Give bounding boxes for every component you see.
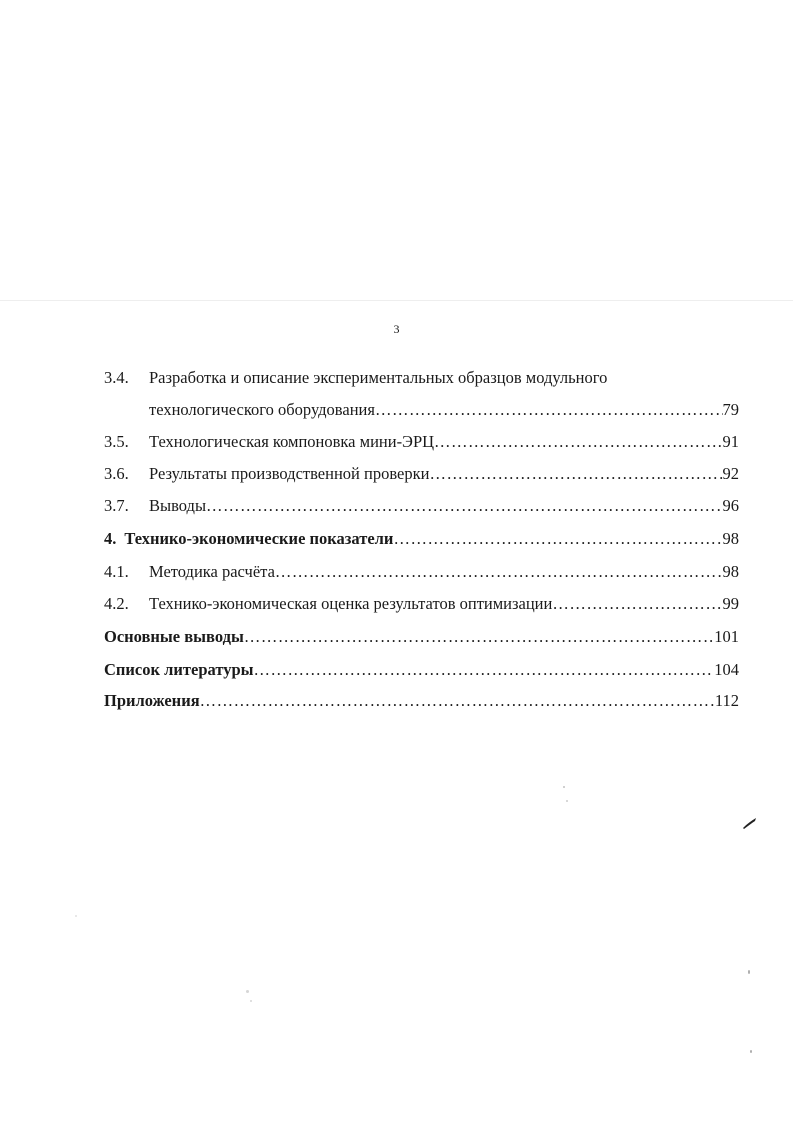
- toc-entry-appendices[interactable]: [104, 689, 739, 713]
- scan-speck: [75, 915, 77, 917]
- toc-entry-4-2[interactable]: [104, 592, 739, 616]
- dot-leader: [200, 689, 715, 713]
- toc-entry-page: 104: [714, 660, 739, 679]
- toc-entry-page: 98: [722, 529, 739, 548]
- toc-entry-number: 3.7.: [104, 496, 129, 515]
- scan-edge-line: [0, 300, 793, 301]
- scan-speck: [250, 1000, 252, 1002]
- dot-leader: [375, 398, 723, 422]
- toc-entry-title: Технологическая компоновка мини-ЭРЦ: [149, 432, 435, 451]
- dot-leader: [254, 658, 715, 682]
- toc-entry-page: 79: [722, 400, 739, 419]
- page-number: 3: [393, 322, 400, 336]
- dot-leader: [552, 592, 722, 616]
- toc-entry-3-6[interactable]: [104, 462, 739, 486]
- toc-entry-title: Выводы: [149, 496, 207, 515]
- dot-leader: [275, 560, 723, 584]
- toc-entry-page: 91: [722, 432, 739, 451]
- scan-speck: [563, 786, 565, 788]
- toc-entry-title: Основные выводы: [104, 627, 244, 646]
- toc-entry-page: 96: [722, 496, 739, 515]
- toc-entry-title: Технико-экономические показатели: [124, 529, 394, 548]
- toc-entry-title: технологического оборудования: [149, 400, 375, 419]
- toc-entry-number: 4.1.: [104, 562, 129, 581]
- toc-entry-title: Приложения: [104, 691, 200, 710]
- toc-entry-4[interactable]: [104, 527, 739, 551]
- toc-entry-page: 99: [722, 594, 739, 613]
- scan-speck: [750, 1050, 752, 1053]
- scan-speck: [566, 800, 568, 802]
- toc-entry-3-5[interactable]: [104, 430, 739, 454]
- scan-mark-icon: [742, 816, 758, 830]
- dot-leader: [434, 430, 722, 454]
- toc-entry-title: Технико-экономическая оценка результатов оптимизации: [149, 594, 553, 613]
- toc-entry-number: 4.2.: [104, 594, 129, 613]
- dot-leader: [429, 462, 722, 486]
- toc-entry-conclusions[interactable]: [104, 625, 739, 649]
- toc-entry-page: 101: [714, 627, 739, 646]
- toc-entry-page: 98: [722, 562, 739, 581]
- toc-entry-page: 92: [722, 464, 739, 483]
- toc-entry-number: 4.: [104, 529, 117, 548]
- toc-entry-references[interactable]: [104, 658, 739, 682]
- dot-leader: [393, 527, 722, 551]
- scan-speck: [246, 990, 249, 993]
- toc-entry-page: 112: [714, 691, 739, 710]
- toc-entry-number: 3.5.: [104, 432, 129, 451]
- toc-entry-4-1[interactable]: [104, 560, 739, 584]
- toc-entry-number: 3.4.: [104, 368, 129, 387]
- toc-entry-3-4-continued[interactable]: [149, 398, 739, 422]
- toc-entry-title: Методика расчёта: [149, 562, 275, 581]
- toc-entry-3-7[interactable]: [104, 494, 739, 518]
- dot-leader: [244, 625, 714, 649]
- toc-entry-number: 3.6.: [104, 464, 129, 483]
- toc-entry-title: Список литературы: [104, 660, 254, 679]
- dot-leader: [206, 494, 722, 518]
- toc-entry-title: Результаты производственной проверки: [149, 464, 430, 483]
- toc-entry-title: Разработка и описание экспериментальных образцов модульного: [149, 368, 608, 387]
- toc-entry-3-4[interactable]: [104, 366, 739, 390]
- scan-speck: [748, 970, 750, 974]
